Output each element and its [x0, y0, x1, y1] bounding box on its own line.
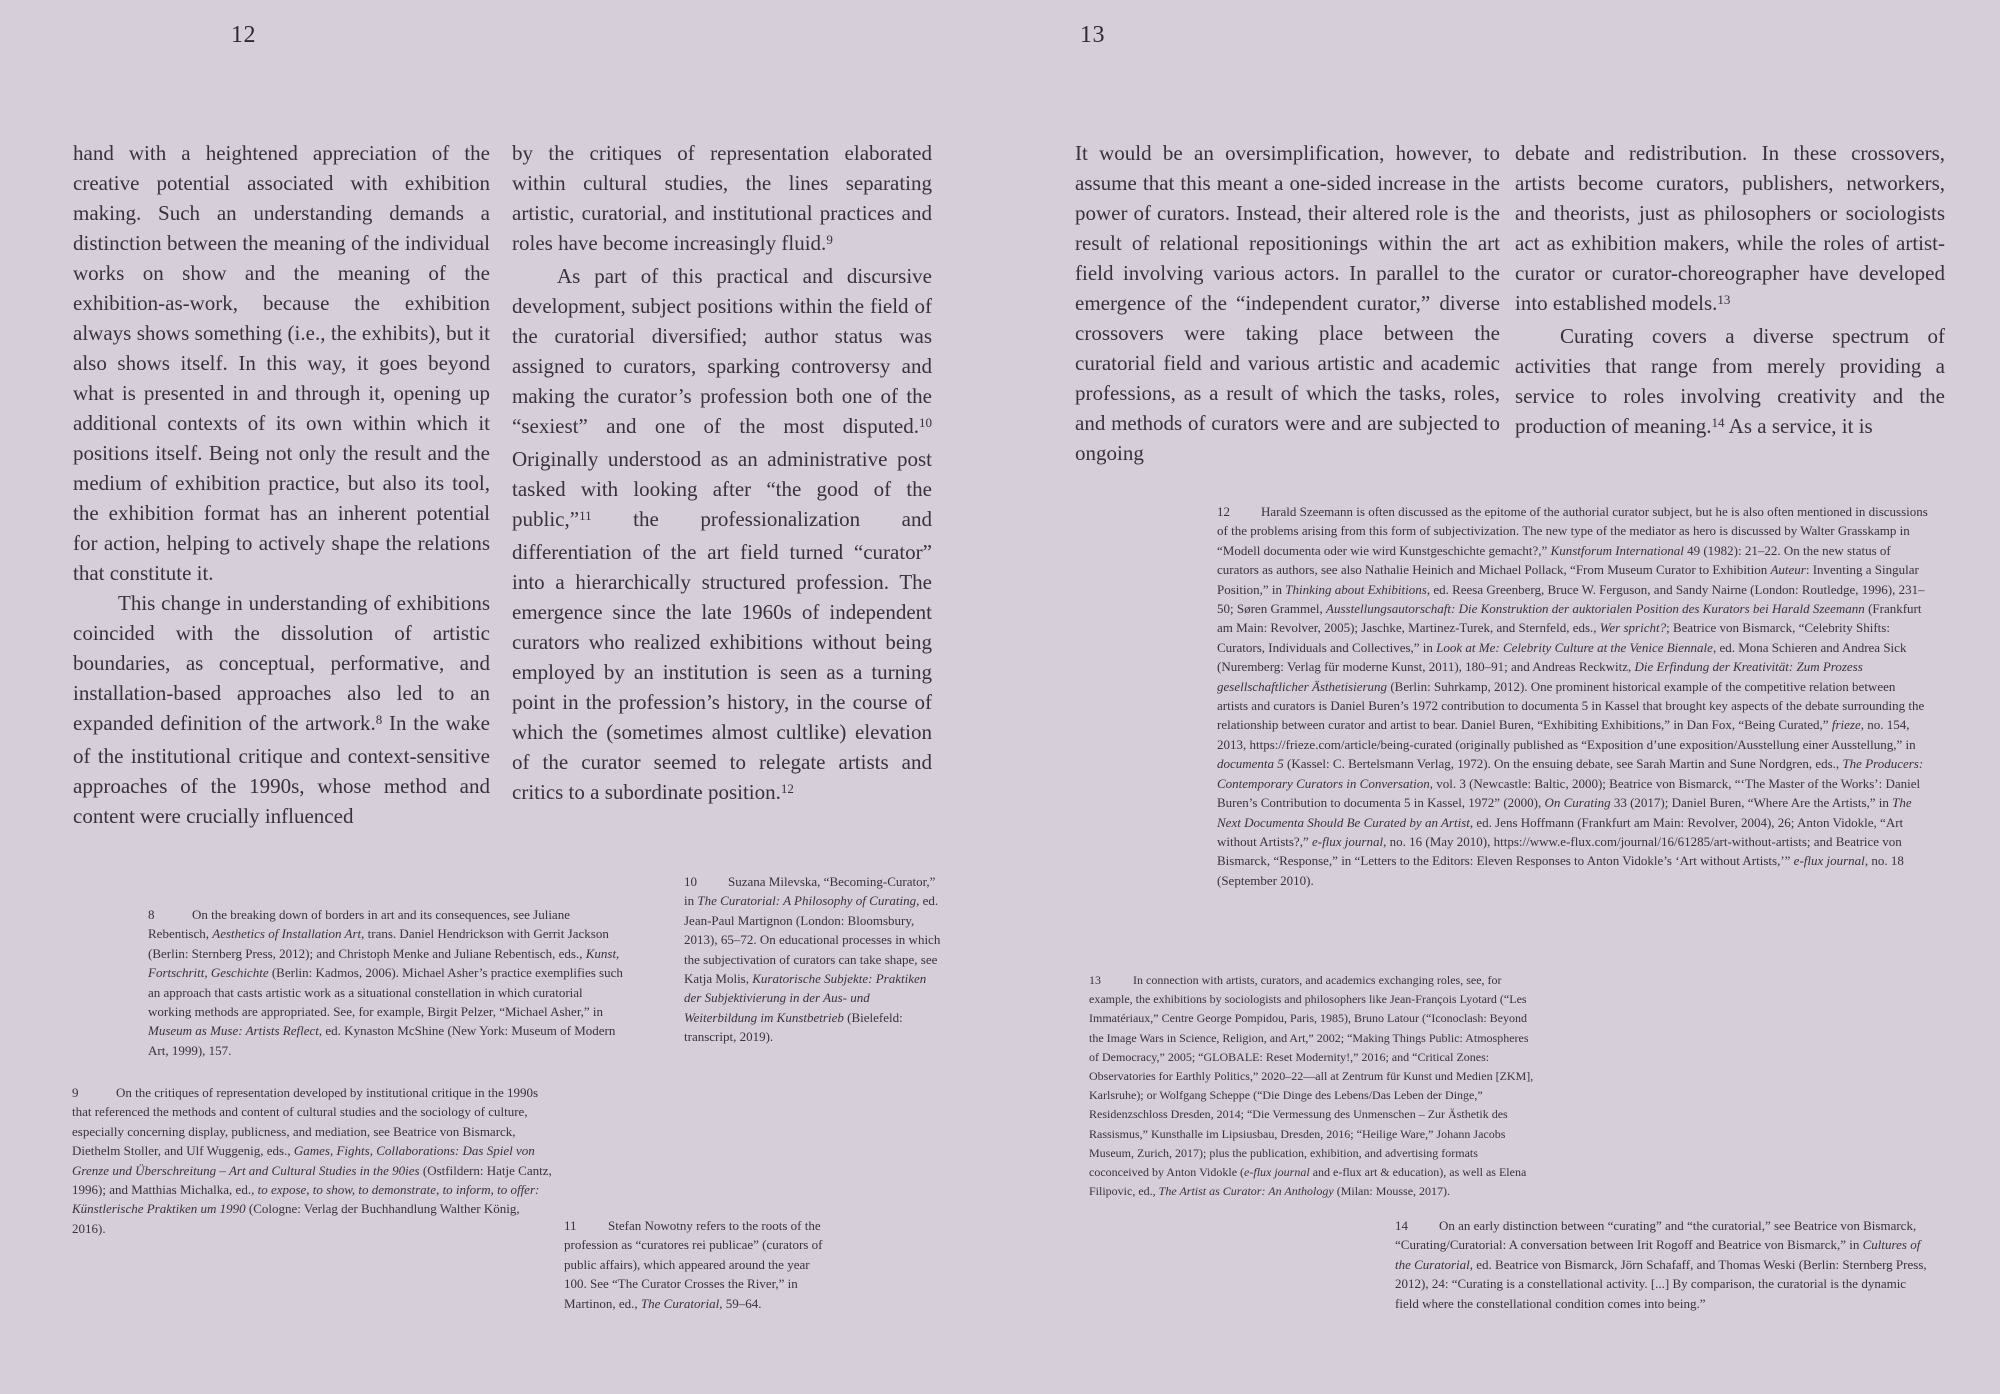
text-run: Harald Szeemann is often discussed as the epitome of the authorial curator subject, but he is also often mentioned in discussions of the problems arising from this form of subjectivization. The new type of the mediator as hero is discussed by Walter Grasskamp in “Modell documenta oder wie wird Kunstgeschichte gemacht?,”	[1217, 504, 1928, 558]
text-run: (Cologne: Verlag der Buchhandlung Walther König, 2016).	[72, 1201, 520, 1236]
text-run: 10	[918, 415, 932, 431]
text-run: As a service, it is	[1724, 414, 1873, 438]
text-run: The Producers: Contemporary Curators in Conversation	[1217, 756, 1924, 791]
body-paragraph	[512, 261, 932, 810]
body-paragraph	[1515, 138, 1945, 321]
text-run: Games, Fights, Collaborations: Das Spiel von Grenze und Überschreitung – Art and Cultural Studies in the 90ies	[72, 1143, 535, 1178]
footnote-10	[684, 872, 942, 1047]
text-run: , ed. Jean-Paul Martignon (London: Bloomsbury, 2013), 65–72. On educational processes in which the subjectivation of curators can take shape, see Katja Molis,	[684, 893, 941, 987]
text-run: It would be an oversimplification, however, to assume that this meant a one-sided increase in the power of curators. Instead, their altered role is the result of relational repositionings within the art field involving various actors. In parallel to the emergence of the “independent curator,” diverse crossovers were taking place between the curatorial field and various artistic and academic professions, as a result of which the tasks, roles, and methods of curators were and are subjected to ongoing	[1075, 141, 1500, 465]
text-run: Aesthetics of Installation Art	[212, 926, 362, 942]
text-run: On an early distinction between “curating” and “the curatorial,” see Beatrice von Bismarck, “Curating/Curatorial: A conversation between Irit Rogoff and Beatrice von Bismarck,” in	[1395, 1218, 1917, 1253]
text-run: e-flux journal	[1244, 1165, 1310, 1180]
text-run: , ed. Jens Hoffmann (Frankfurt am Main: Revolver, 2004), 26; Anton Vidokle, “Art without Artists?,”	[1217, 814, 1904, 849]
footnote-text	[1395, 1218, 1927, 1311]
body-paragraph	[73, 138, 490, 588]
footnote-text	[684, 874, 940, 1044]
text-run: e-flux journal	[1311, 833, 1384, 849]
text-run: , no. 18 (September 2010).	[1217, 853, 1904, 888]
text-run: and e-flux art & education), as well as Elena Filipovic, ed.,	[1089, 1165, 1527, 1199]
text-run: , ed. Beatrice von Bismarck, Jörn Schafaff, and Thomas Weski (Berlin: Sternberg Press, 2012), 24: “Curating is a constellational activity. [...] By comparison, the curatorial is the dynamic field where the constellational condition comes into being.”	[1395, 1256, 1927, 1311]
page-12-column-1	[73, 138, 490, 831]
text-run: Auteur	[1770, 562, 1806, 578]
text-run: Kuratorische Subjekte: Praktiken der Subjektivierung in der Aus- und Weiterbildung im Kunstbetrieb	[684, 971, 927, 1025]
text-run: Kunst, Fortschritt, Geschichte	[148, 945, 620, 981]
text-run: (Ostfildern: Hatje Cantz, 1996); and Matthias Michalka, ed.,	[72, 1162, 552, 1198]
text-run: , 59–64.	[719, 1295, 762, 1311]
text-run: , ed. Mona Schieren and Andrea Sick (Nuremberg: Verlag für moderne Kunst, 2011), 180–91; and Andreas Reckwitz,	[1217, 639, 1907, 675]
text-run: (Frankfurt am Main: Revolver, 2005); Jaschke, Martinez-Turek, and Sternfeld, eds.,	[1217, 601, 1922, 636]
footnote-number: 12	[1217, 504, 1230, 519]
text-run: , no. 16 (May 2010), https://www.e-flux.com/journal/16/61285/art-without-artists; and Beatrice von Bismarck, “Response,” in “Letters to the Editors: Eleven Responses to Anton Vidokle’s ‘Art without Artists,’”	[1217, 833, 1902, 869]
footnote-14	[1395, 1216, 1933, 1313]
footnote-12	[1217, 502, 1929, 890]
text-run: , ed. Kynaston McShine (New York: Museum of Modern Art, 1999), 157.	[148, 1023, 616, 1058]
footnote-number: 10	[684, 874, 697, 889]
text-run: to expose, to show, to demonstrate, to inform, to offer: Künstlerische Praktiken um 1990	[72, 1182, 540, 1217]
page-13-column-1	[1075, 138, 1500, 468]
footnote-11	[564, 1216, 826, 1313]
text-run: In the wake of the institutional critique and context-sensitive approaches of the 1990s, whose method and content were crucially influenced	[73, 711, 490, 828]
text-run: ; Beatrice von Bismarck, “Celebrity Shifts: Curators, Individuals and Collectives,” in	[1217, 620, 1890, 655]
text-run: The Artist as Curator: An Anthology	[1158, 1184, 1334, 1199]
text-run: hand with a heightened appreciation of the creative potential associated with exhibition making. Such an understanding demands a distinction between the meaning of the individual works on show and the meaning of the exhibition-as-work, because the exhibition always shows something (i.e., the exhibits), but it also shows itself. In this way, it goes beyond what is presented in and through it, opening up additional contexts of its own within which it positions itself. Being not only the result and the medium of exhibition practice, but also its tool, the exhibition format has an inherent potential for action, helping to actively shape the relations that constitute it.	[73, 141, 490, 585]
text-run: 11	[579, 508, 592, 524]
footnote-text	[148, 907, 623, 1058]
text-run: 9	[826, 232, 833, 248]
footnote-number: 11	[564, 1218, 577, 1233]
text-run: Suzana Milevska, “Becoming-Curator,” in	[684, 874, 936, 909]
footnote-text	[72, 1085, 552, 1236]
text-run: Cultures of the Curatorial	[1395, 1237, 1921, 1272]
page-12-column-2	[512, 138, 932, 810]
page-13-column-2	[1515, 138, 1945, 444]
text-run: The Next Documenta Should Be Curated by an Artist	[1217, 795, 1912, 830]
text-run: e-flux journal	[1793, 853, 1865, 869]
text-run: 14	[1711, 415, 1725, 431]
body-paragraph	[1515, 321, 1945, 444]
text-run: (Bielefeld: transcript, 2019).	[684, 1009, 903, 1045]
text-run: 13	[1717, 292, 1731, 308]
footnote-number: 14	[1395, 1218, 1408, 1233]
text-run: On Curating	[1544, 795, 1611, 811]
text-run: Kunstforum International	[1550, 542, 1684, 558]
text-run: 12	[780, 781, 794, 797]
text-run: Die Erfindung der Kreativität: Zum Prozess gesellschaftlicher Ästhetisierung	[1217, 659, 1863, 694]
text-run: On the critiques of representation developed by institutional critique in the 1990s that referenced the methods and content of cultural studies and the sociology of culture, especially concerning display, publicness, and mediation, see Beatrice von Bismarck, Diethelm Stoller, and Ulf Wuggenig, eds.,	[72, 1085, 539, 1159]
page-number-left: 12	[231, 22, 256, 48]
footnote-8	[148, 905, 626, 1060]
footnote-text	[1217, 504, 1928, 888]
text-run: On the breaking down of borders in art and its consequences, see Juliane Rebentisch,	[148, 907, 570, 942]
body-paragraph	[1075, 138, 1500, 468]
text-run: Wer spricht?	[1599, 620, 1667, 636]
text-run: (Kassel: C. Bertelsmann Verlag, 1972). On the ensuing debate, see Sarah Martin and Sune Nordgren, eds.,	[1283, 756, 1843, 772]
text-run: In connection with artists, curators, and academics exchanging roles, see, for example, the exhibitions by sociologists and philosophers like Jean-François Lyotard (“Les Immatériaux,” Centre George Pompidou, Paris, 1985), Bruno Latour (“Iconoclash: Beyond the Image Wars in Science, Religion, and Art,” 2002; “Making Things Public: Atmospheres of Democracy,” 2005; “GLOBALE: Reset Modernity!,” 2016; and “Critical Zones: Observatories for Earthly Politics,” 2020–22—all at Zentrum für Kunst und Medien [ZKM], Karlsruhe); or Wolfgang Scheppe (“Die Dinge des Lebens/Das Leben der Dinge,” Residenzschloss Dresden, 2014; “Die Vermessung des Unmenschen – Zur Ästhetik des Rassismus,” Kunsthalle im Lipsiusbau, Dresden, 2016; “Heilige Ware,” Johann Jacobs Museum, Zurich, 2017); plus the publication, exhibition, and advertising formats coconceived by Anton Vidokle (	[1089, 973, 1534, 1180]
text-run: , trans. Daniel Hendrickson with Gerrit Jackson (Berlin: Sternberg Press, 2012); and Christoph Menke and Juliane Rebentisch, eds.,	[148, 926, 609, 961]
text-run: , vol. 3 (Newcastle: Baltic, 2000); Beatrice von Bismarck, “‘The Master of the Works’: Daniel Buren’s Contribution to documenta 5 in Kassel, 1972” (2000),	[1217, 775, 1921, 811]
text-run: 8	[375, 712, 383, 728]
text-run: : Inventing a Singular Position,” in	[1217, 562, 1919, 597]
footnote-9	[72, 1083, 552, 1238]
text-run: Originally understood as an administrative post tasked with looking after “the good of the public,”	[512, 447, 932, 531]
text-run: Curating covers a diverse spectrum of activities that range from merely providing a service to roles involving creativity and the production of meaning.	[1515, 324, 1945, 438]
text-run: (Berlin: Suhrkamp, 2012). One prominent historical example of the competitive relation between artists and curators is Daniel Buren’s 1972 contribution to documenta 5 in Kassel that brought key aspects of the debate surrounding the relationship between curator and artist to bear. Daniel Buren, “Exhibiting Exhibitions,” in Dan Fox, “Being Curated,”	[1217, 678, 1925, 733]
text-run: , no. 154, 2013, https://frieze.com/article/being-curated (originally published as “Exposition d’une exposition/Ausstellung einer Ausstellung,” in	[1217, 717, 1916, 752]
text-run: As part of this practical and discursive development, subject positions within the field of the curatorial diversified; author status was assigned to curators, sparking controversy and making the curator’s profession both one of the “sexiest” and one of the most disputed.	[512, 264, 932, 438]
body-paragraph	[512, 138, 932, 261]
text-run: (Milan: Mousse, 2017).	[1333, 1184, 1451, 1199]
footnote-number: 8	[148, 907, 155, 922]
text-run: Museum as Muse: Artists Reflect	[148, 1023, 319, 1039]
text-run: documenta 5	[1217, 756, 1284, 772]
text-run: debate and redistribution. In these crossovers, artists become curators, publishers, networkers, and theorists, just as philosophers or sociologists act as exhibition makers, while the roles of artist-curator or curator-choreographer have developed into established models.	[1515, 141, 1945, 315]
footnote-number: 9	[72, 1085, 79, 1100]
page-number-right: 13	[1080, 22, 1105, 48]
text-run: , ed. Reesa Greenberg, Bruce W. Ferguson, and Sandy Nairne (London: Routledge, 1996), 231–50; Søren Grammel,	[1217, 581, 1925, 617]
text-run: This change in understanding of exhibitions coincided with the dissolution of artistic boundaries, as conceptual, performative, and installation-based approaches also led to an expanded definition of the artwork.	[73, 591, 490, 735]
text-run: 49 (1982): 21–22. On the new status of curators as authors, see also Nathalie Heinich and Michael Pollack, “From Museum Curator to Exhibition	[1217, 542, 1891, 578]
text-run: the professionalization and differentiation of the art field turned “curator” into a hierarchically structured profession. The emergence since the late 1960s of independent curators who realized exhibitions without being employed by an institution is seen as a turning point in the profession’s history, in the course of which the (sometimes almost cultlike) elevation of the curator seemed to relegate artists and critics to a subordinate position.	[512, 507, 932, 804]
body-paragraph	[73, 588, 490, 831]
text-run: by the critiques of representation elaborated within cultural studies, the lines separating artistic, curatorial, and institutional practices and roles have become increasingly fluid.	[512, 141, 932, 255]
text-run: Stefan Nowotny refers to the roots of the profession as “curatores rei publicae” (curators of public affairs), which appeared around the year 100. See “The Curator Crosses the River,” in Martinon, ed.,	[564, 1218, 823, 1311]
footnote-13	[1089, 971, 1537, 1201]
text-run: (Berlin: Kadmos, 2006). Michael Asher’s practice exemplifies such an approach that casts artistic work as a situational constellation in which curatorial working methods are appropriated. See, for example, Birgit Pelzer, “Michael Asher,” in	[148, 965, 623, 1020]
text-run: Thinking about Exhibitions	[1285, 581, 1427, 597]
text-run: Ausstellungsautorschaft: Die Konstruktion der auktorialen Position des Kurators bei Harald Szeemann	[1326, 601, 1865, 617]
footnote-text	[1089, 973, 1533, 1198]
footnote-number: 13	[1089, 973, 1101, 987]
text-run: The Curatorial: A Philosophy of Curating	[697, 893, 917, 909]
text-run: The Curatorial	[640, 1295, 720, 1311]
text-run: frieze	[1831, 717, 1861, 733]
text-run: Look at Me: Celebrity Culture at the Venice Biennale	[1436, 639, 1713, 655]
text-run: 33 (2017); Daniel Buren, “Where Are the Artists,” in	[1610, 795, 1893, 811]
